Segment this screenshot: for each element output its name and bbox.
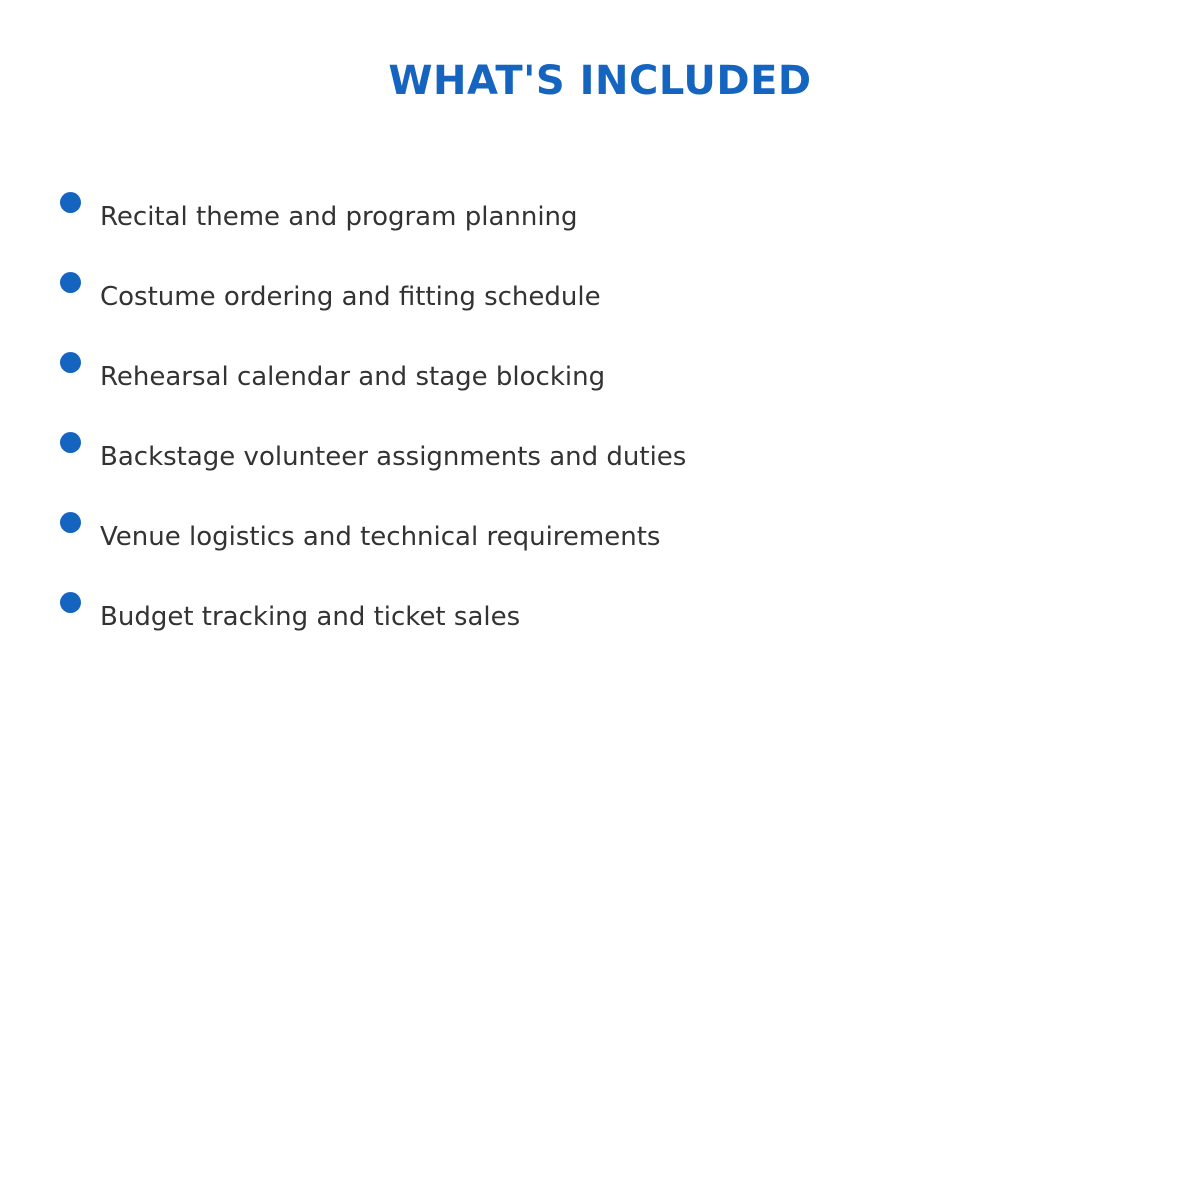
bullet-dot-icon	[60, 352, 81, 373]
list-item-label: Recital theme and program planning	[100, 202, 578, 232]
bullet-dot-icon	[60, 192, 81, 213]
list-item-label: Costume ordering and fitting schedule	[100, 282, 601, 312]
bullet-dot-icon	[60, 512, 81, 533]
page-title: WHAT'S INCLUDED	[388, 58, 812, 104]
list-item	[0, 430, 1200, 510]
list-item	[0, 350, 1200, 430]
list-item-label: Venue logistics and technical requirements	[100, 522, 661, 552]
list-item	[0, 510, 1200, 590]
list-item	[0, 270, 1200, 350]
bullet-dot-icon	[60, 272, 81, 293]
bullet-dot-icon	[60, 592, 81, 613]
list-item	[0, 190, 1200, 270]
list-item-label: Budget tracking and ticket sales	[100, 602, 521, 632]
included-list	[0, 190, 1200, 670]
bullet-dot-icon	[60, 432, 81, 453]
list-item	[0, 590, 1200, 670]
list-item-label: Backstage volunteer assignments and duties	[100, 442, 687, 472]
list-item-label: Rehearsal calendar and stage blocking	[100, 362, 606, 392]
